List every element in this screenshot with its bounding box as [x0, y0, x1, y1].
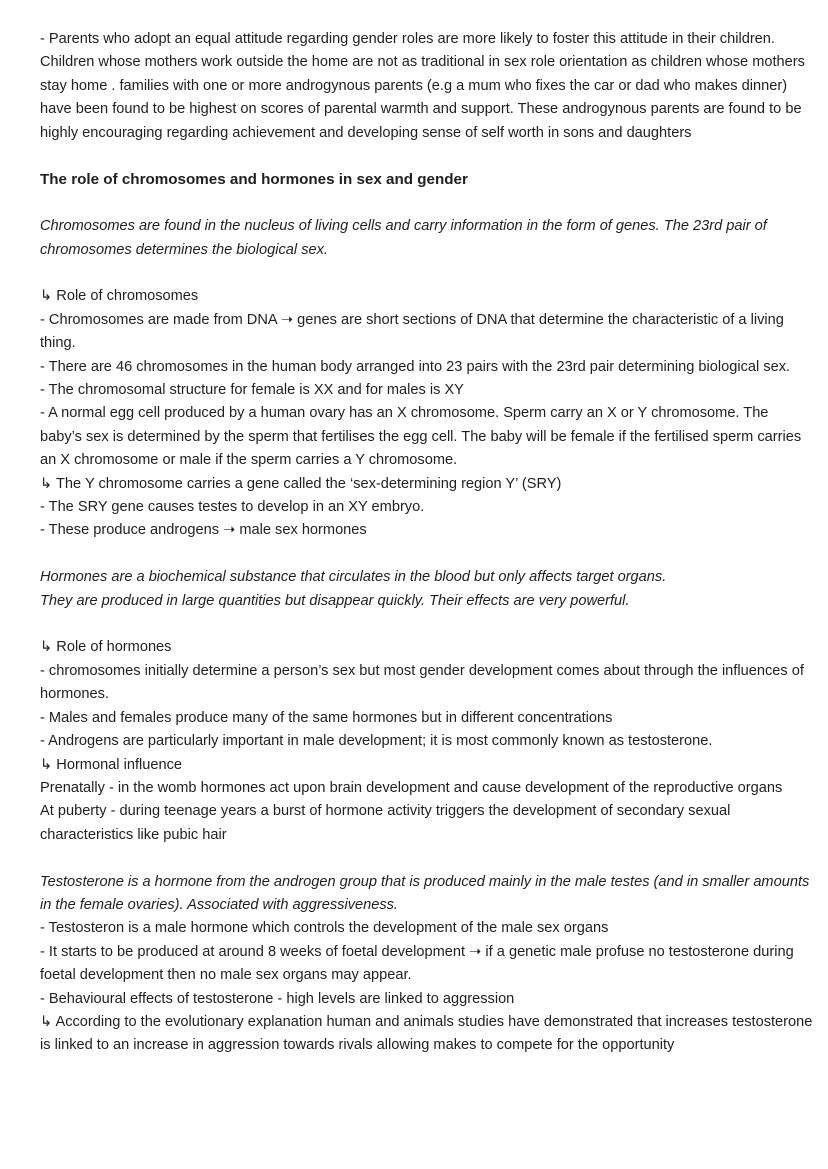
chromosomes-line: - The SRY gene causes testes to develop in an XY embryo.	[40, 499, 425, 516]
hormones-line: - chromosomes initially determine a person’s sex but most gender development comes about through the influences of hormones.	[40, 662, 804, 703]
testosterone-definition: Testosterone is a hormone from the androgen group that is produced mainly in the male testes (and in smaller amounts in the female ovaries). Associated with aggressiveness.	[40, 873, 810, 913]
hormones-line: - Androgens are particularly important in male development; it is most commonly known as testosterone.	[40, 733, 713, 750]
chromosomes-subheading: ↳ Role of chromosomes	[40, 288, 199, 305]
testosterone-line: - Testosteron is a male hormone which controls the development of the male sex organs	[40, 920, 609, 937]
hormones-definition-line: Hormones are a biochemical substance that circulates in the blood but only affects target organs.	[40, 569, 667, 586]
spacer	[40, 192, 814, 215]
hormones-definition-line: They are produced in large quantities but disappear quickly. Their effects are very powerful.	[40, 592, 630, 609]
chromosomes-line: - A normal egg cell produced by a human ovary has an X chromosome. Sperm carry an X or Y chromosome. The baby’s sex is determined by the sperm that fertilises the egg cell. The baby will be female if the fertilised sperm carries an X chromosome or male if the sperm carries a Y chromosome.	[40, 405, 802, 469]
testosterone-line: - Behavioural effects of testosterone - high levels are linked to aggression	[40, 990, 515, 1007]
chromosomes-line: - Chromosomes are made from DNA ➝ genes are short sections of DNA that determine the characteristic of a living thing.	[40, 311, 784, 352]
chromosomes-definition: Chromosomes are found in the nucleus of living cells and carry information in the form of genes. The 23rd pair of chromosomes determines the biological sex.	[40, 218, 767, 258]
hormones-line: At puberty - during teenage years a burst of hormone activity triggers the development of secondary sexual characteristics like pubic hair	[40, 803, 731, 843]
document-page	[40, 28, 814, 1058]
spacer	[40, 262, 814, 285]
section-heading: The role of chromosomes and hormones in sex and gender	[40, 171, 468, 189]
hormones-subheading: ↳ Role of hormones	[40, 639, 172, 656]
spacer	[40, 543, 814, 566]
testosterone-line: ↳ According to the evolutionary explanation human and animals studies have demonstrated that increases testosterone is linked to an increase in aggression towards rivals allowing makes to compete for the opportunity	[40, 1013, 813, 1054]
chromosomes-line: - There are 46 chromosomes in the human body arranged into 23 pairs with the 23rd pair determining biological sex.	[40, 358, 791, 375]
hormones-line: ↳ Hormonal influence	[40, 756, 183, 773]
intro-paragraph: - Parents who adopt an equal attitude regarding gender roles are more likely to foster this attitude in their children. Children whose mothers work outside the home are not as traditional in sex role orientation as children whose mothers stay home . families with one or more androgynous parents (e.g a mum who fixes the car or dad who makes dinner) have been found to be highest on scores of parental warmth and support. These androgynous parents are found to be highly encouraging regarding achievement and developing sense of self worth in sons and daughters	[40, 31, 805, 141]
chromosomes-line: - These produce androgens ➝ male sex hormones	[40, 522, 367, 539]
spacer	[40, 613, 814, 636]
hormones-line: - Males and females produce many of the same hormones but in different concentrations	[40, 709, 613, 726]
chromosomes-line: - The chromosomal structure for female is XX and for males is XY	[40, 382, 464, 399]
spacer	[40, 145, 814, 168]
hormones-line: Prenatally - in the womb hormones act upon brain development and cause development of the reproductive organs	[40, 779, 783, 796]
testosterone-line: - It starts to be produced at around 8 weeks of foetal development ➝ if a genetic male profuse no testosterone during foetal development then no male sex organs may appear.	[40, 943, 794, 984]
spacer	[40, 847, 814, 870]
chromosomes-line: ↳ The Y chromosome carries a gene called the ‘sex-determining region Y’ (SRY)	[40, 475, 562, 492]
